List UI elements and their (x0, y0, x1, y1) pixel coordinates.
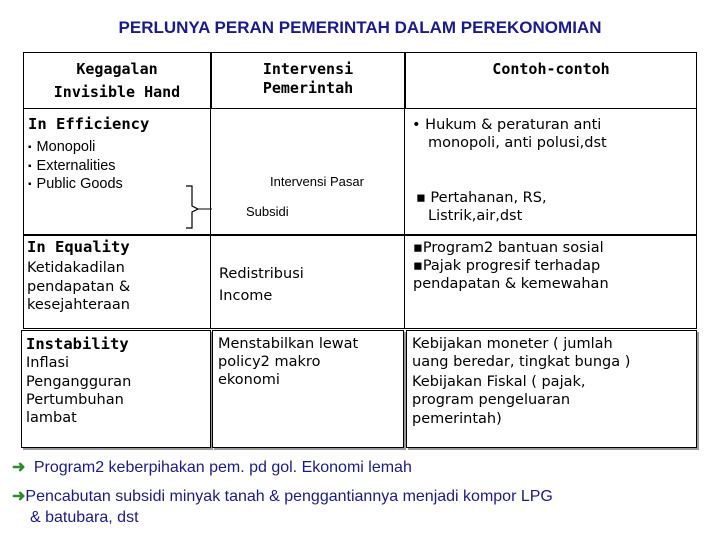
example-line: pemerintah) (412, 410, 502, 427)
efficiency-item-label: Public Goods (36, 175, 123, 192)
efficiency-text (28, 115, 149, 193)
example-line: Kebijakan Fiskal ( pajak, (412, 374, 586, 391)
equality-line: kesejahteraan (27, 296, 130, 313)
header-kegagalan-line: Invisible Hand (53, 82, 181, 101)
bullet-icon: ▪ (28, 178, 32, 190)
instability-line: Inflasi (26, 355, 70, 372)
note-text: Pencabutan subsidi minyak tanah & penggantiannya menjadi kompor LPG (25, 488, 553, 505)
intervention-subsidi: Subsidi (246, 204, 289, 219)
brace-icon (184, 184, 214, 230)
efficiency-item-label: Externalities (36, 157, 116, 174)
header-contoh-text: Contoh-contoh (492, 60, 610, 78)
instability-line: Pengangguran (26, 373, 132, 390)
example-line: monopoli, anti polusi,dst (428, 135, 607, 152)
example-line: uang beredar, tingkat bunga ) (412, 354, 631, 371)
instability-text (26, 335, 131, 427)
equality-examples-text (413, 239, 609, 293)
example-line: ▪Program2 bantuan sosial (413, 240, 604, 256)
equality-line: Ketidakadilan (27, 260, 125, 277)
intervention-line: ekonomi (218, 372, 280, 389)
note-text: Program2 keberpihakan pem. pd gol. Ekonomi lemah (33, 459, 412, 476)
note-text: & batubara, dst (30, 508, 139, 526)
example-line: ▪Pajak progresif terhadap (413, 258, 601, 275)
header-kegagalan-line: Kegagalan (76, 60, 158, 78)
note-2 (12, 487, 553, 529)
equality-line: pendapatan & (27, 278, 131, 295)
arrow-right-icon: ➜ (12, 488, 26, 505)
efficiency-intervention-cell (211, 109, 405, 235)
example-line: Listrik,air,dst (428, 208, 523, 225)
instability-examples-text (412, 335, 630, 428)
intervention-line: policy2 makro (218, 354, 321, 371)
example-line: ▪ Pertahanan, RS, (416, 190, 547, 206)
instability-heading: Instability (26, 335, 129, 353)
header-intervensi-text (211, 60, 405, 98)
instability-line: lambat (26, 409, 77, 426)
note-1 (12, 458, 412, 479)
equality-heading: In Equality (27, 238, 130, 256)
example-line: • Hukum & peraturan anti (412, 117, 602, 133)
header-intervensi-line: Intervensi (262, 60, 354, 78)
efficiency-item (28, 138, 149, 156)
instability-intervention-text (218, 335, 358, 389)
equality-text (27, 238, 130, 314)
efficiency-example-2 (416, 189, 547, 225)
efficiency-example-1 (412, 116, 607, 152)
bullet-icon: ▪ (28, 160, 32, 172)
equality-intervention-text (219, 264, 304, 308)
header-kegagalan-text (23, 60, 211, 102)
efficiency-item (28, 157, 149, 175)
intervention-line: Menstabilkan lewat (218, 336, 359, 352)
example-line: pendapatan & kemewahan (413, 276, 609, 293)
intervention-pasar: Intervensi Pasar (270, 174, 364, 189)
instability-line: Pertumbuhan (26, 391, 124, 408)
efficiency-item-label: Monopoli (36, 139, 96, 156)
intervention-line: Redistribusi (219, 266, 304, 282)
bullet-icon: ▪ (28, 142, 32, 154)
efficiency-item (28, 175, 149, 193)
arrow-right-icon: ➜ (12, 459, 26, 476)
intervention-line: Income (219, 287, 273, 304)
page-title: PERLUNYA PERAN PEMERINTAH DALAM PEREKONOMIAN (118, 18, 602, 37)
example-line: Kebijakan moneter ( jumlah (412, 336, 613, 352)
header-intervensi-line: Pemerintah (262, 78, 354, 97)
example-line: program pengeluaran (412, 392, 571, 409)
efficiency-heading: In Efficiency (28, 115, 150, 133)
